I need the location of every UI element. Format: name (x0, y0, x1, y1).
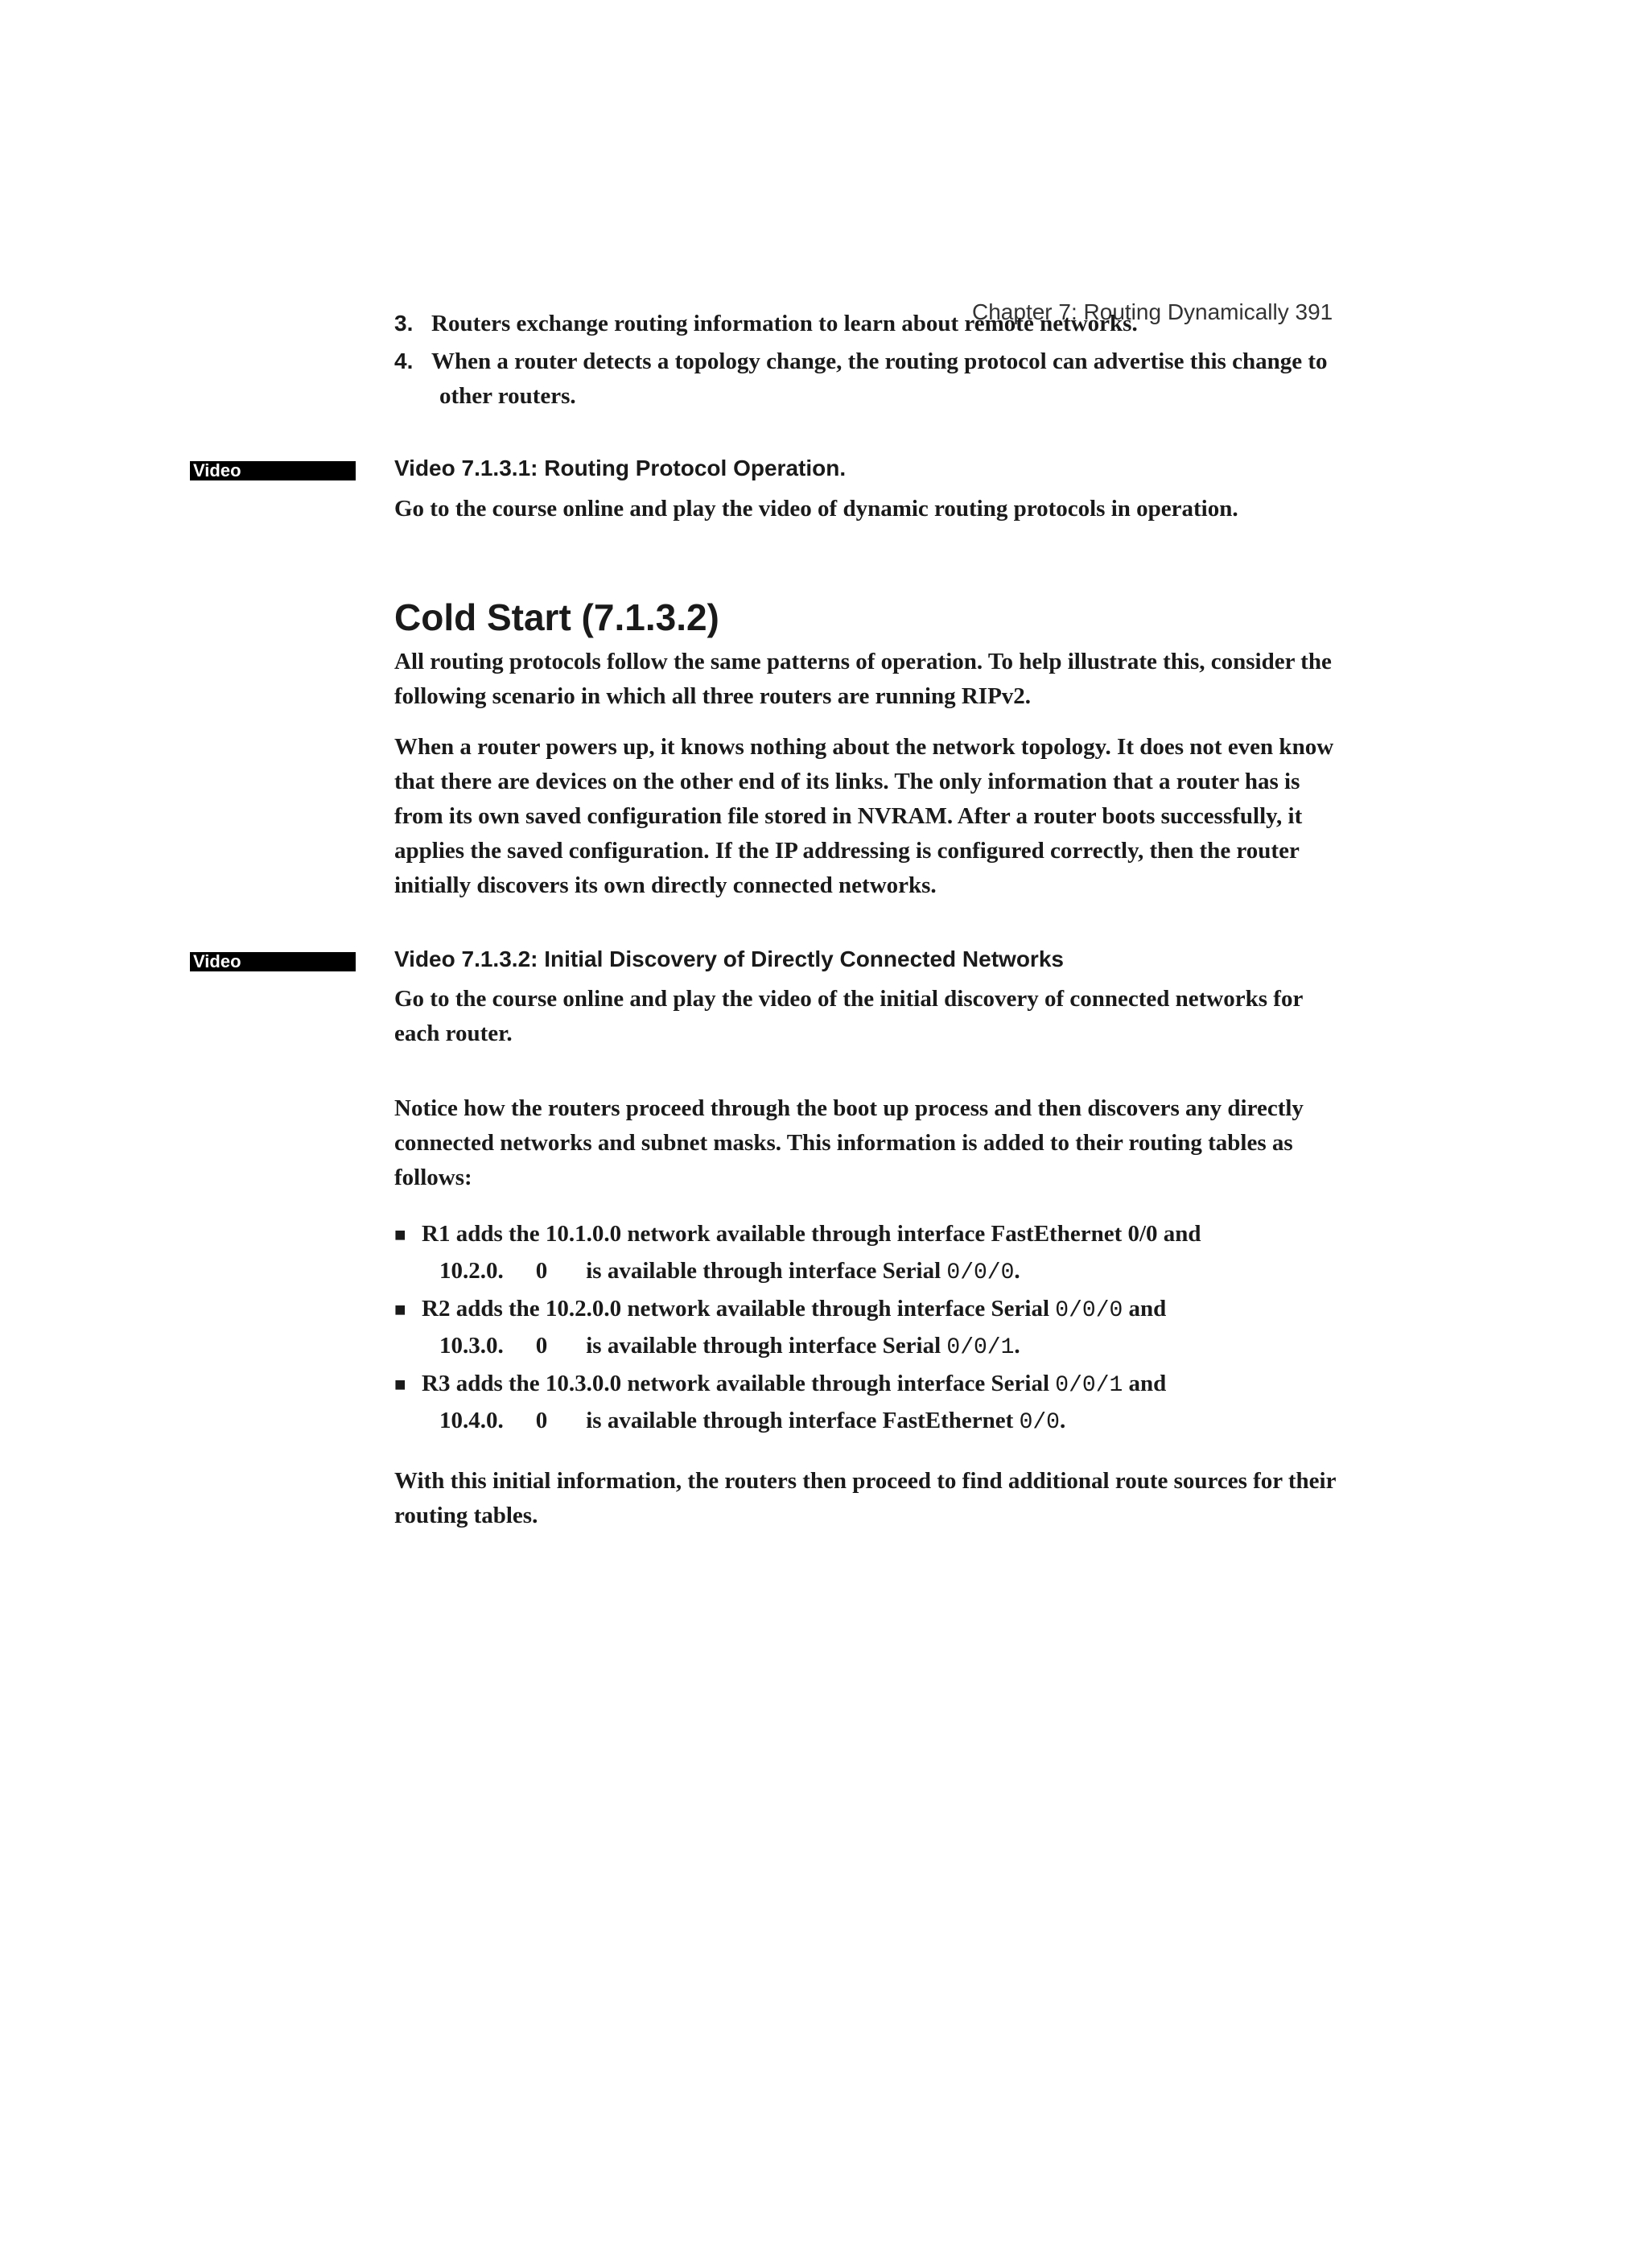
paragraph (394, 730, 1400, 903)
video-description: Go to the course online and play the video of dynamic routing protocols in operation. (394, 496, 1238, 522)
address-octet: 0 (535, 1258, 548, 1284)
paragraph-line: Go to the course online and play the video of the initial discovery of connected networks for (394, 986, 1304, 1012)
video-description (394, 982, 1400, 1051)
bullet-text: R1 adds the 10.1.0.0 network available through interface FastEthernet 0/0 and (422, 1221, 1201, 1247)
list-text: Routers exchange routing information to learn about remote networks. (431, 311, 1138, 336)
section-heading: Cold Start (7.1.3.2) (394, 596, 719, 638)
address-prefix: 10.3.0. (439, 1333, 504, 1359)
bullet-text: is available through interface FastEthernet (586, 1408, 1014, 1433)
paragraph-line: follows: (394, 1165, 472, 1190)
video-tag: Video (190, 461, 356, 480)
list-text: When a router detects a topology change, the routing protocol can advertise this change to (431, 348, 1328, 374)
list-number: 3. (394, 311, 414, 336)
bullet-square-icon: ■ (394, 1375, 406, 1396)
punct: . (1014, 1258, 1020, 1284)
list-number: 4. (394, 348, 414, 373)
bullet-text: R3 adds the 10.3.0.0 network available through interface Serial (422, 1371, 1050, 1396)
bullet-item (394, 1292, 1400, 1328)
paragraph-line: following scenario in which all three routers are running RIPv2. (394, 683, 1032, 709)
paragraph (394, 645, 1400, 714)
video-tag: Video (190, 952, 356, 971)
paragraph-line: initially discovers its own directly connected networks. (394, 872, 937, 898)
address-prefix: 10.4.0. (439, 1408, 504, 1433)
interface-code: 0/0 (1019, 1410, 1060, 1435)
paragraph-line: from its own saved configuration file stored in NVRAM. After a router boots successfully, it (394, 803, 1303, 829)
interface-code: 0/0/1 (1055, 1373, 1123, 1398)
bullet-continuation (439, 1254, 1020, 1290)
list-item-4 (394, 344, 1392, 414)
bullet-item (394, 1367, 1400, 1403)
bullet-item (394, 1217, 1400, 1253)
bullet-text-end: and (1128, 1296, 1167, 1322)
bullet-text-end: and (1128, 1371, 1167, 1396)
punct: . (1014, 1333, 1020, 1359)
interface-code: 0/0/0 (946, 1260, 1015, 1285)
bullet-square-icon: ■ (394, 1225, 406, 1246)
bullet-continuation (439, 1404, 1065, 1440)
bullet-text: R2 adds the 10.2.0.0 network available through interface Serial (422, 1296, 1050, 1322)
paragraph-line: each router. (394, 1021, 513, 1046)
paragraph (394, 1464, 1400, 1533)
running-head: Chapter 7: Routing Dynamically 391 (972, 299, 1333, 324)
paragraph-line: When a router powers up, it knows nothing about the network topology. It does not even know (394, 734, 1334, 760)
address-octet: 0 (535, 1333, 548, 1359)
address-octet: 0 (535, 1408, 548, 1433)
bullet-square-icon: ■ (394, 1300, 406, 1321)
video-title: Video 7.1.3.1: Routing Protocol Operation. (394, 456, 847, 480)
paragraph-line: All routing protocols follow the same patterns of operation. To help illustrate this, consider the (394, 649, 1332, 674)
punct: . (1060, 1408, 1066, 1433)
paragraph-line: that there are devices on the other end of its links. The only information that a router has is (394, 769, 1300, 794)
paragraph-line: applies the saved configuration. If the IP addressing is configured correctly, then the router (394, 838, 1300, 864)
bullet-text: is available through interface Serial (586, 1258, 941, 1284)
paragraph (394, 1091, 1400, 1195)
bullet-continuation (439, 1329, 1020, 1365)
paragraph-line: Notice how the routers proceed through the boot up process and then discovers any directly (394, 1095, 1304, 1121)
paragraph-line: With this initial information, the routers then proceed to find additional route sources for their (394, 1468, 1337, 1494)
address-prefix: 10.2.0. (439, 1258, 504, 1284)
interface-code: 0/0/1 (946, 1335, 1015, 1360)
list-item-3 (394, 306, 1392, 341)
video-title: Video 7.1.3.2: Initial Discovery of Directly Connected Networks (394, 946, 1064, 971)
bullet-text: is available through interface Serial (586, 1333, 941, 1359)
paragraph-line: connected networks and subnet masks. This information is added to their routing tables as (394, 1130, 1293, 1156)
interface-code: 0/0/0 (1055, 1298, 1123, 1323)
paragraph-line: routing tables. (394, 1503, 538, 1528)
list-text-continued: other routers. (439, 383, 576, 409)
